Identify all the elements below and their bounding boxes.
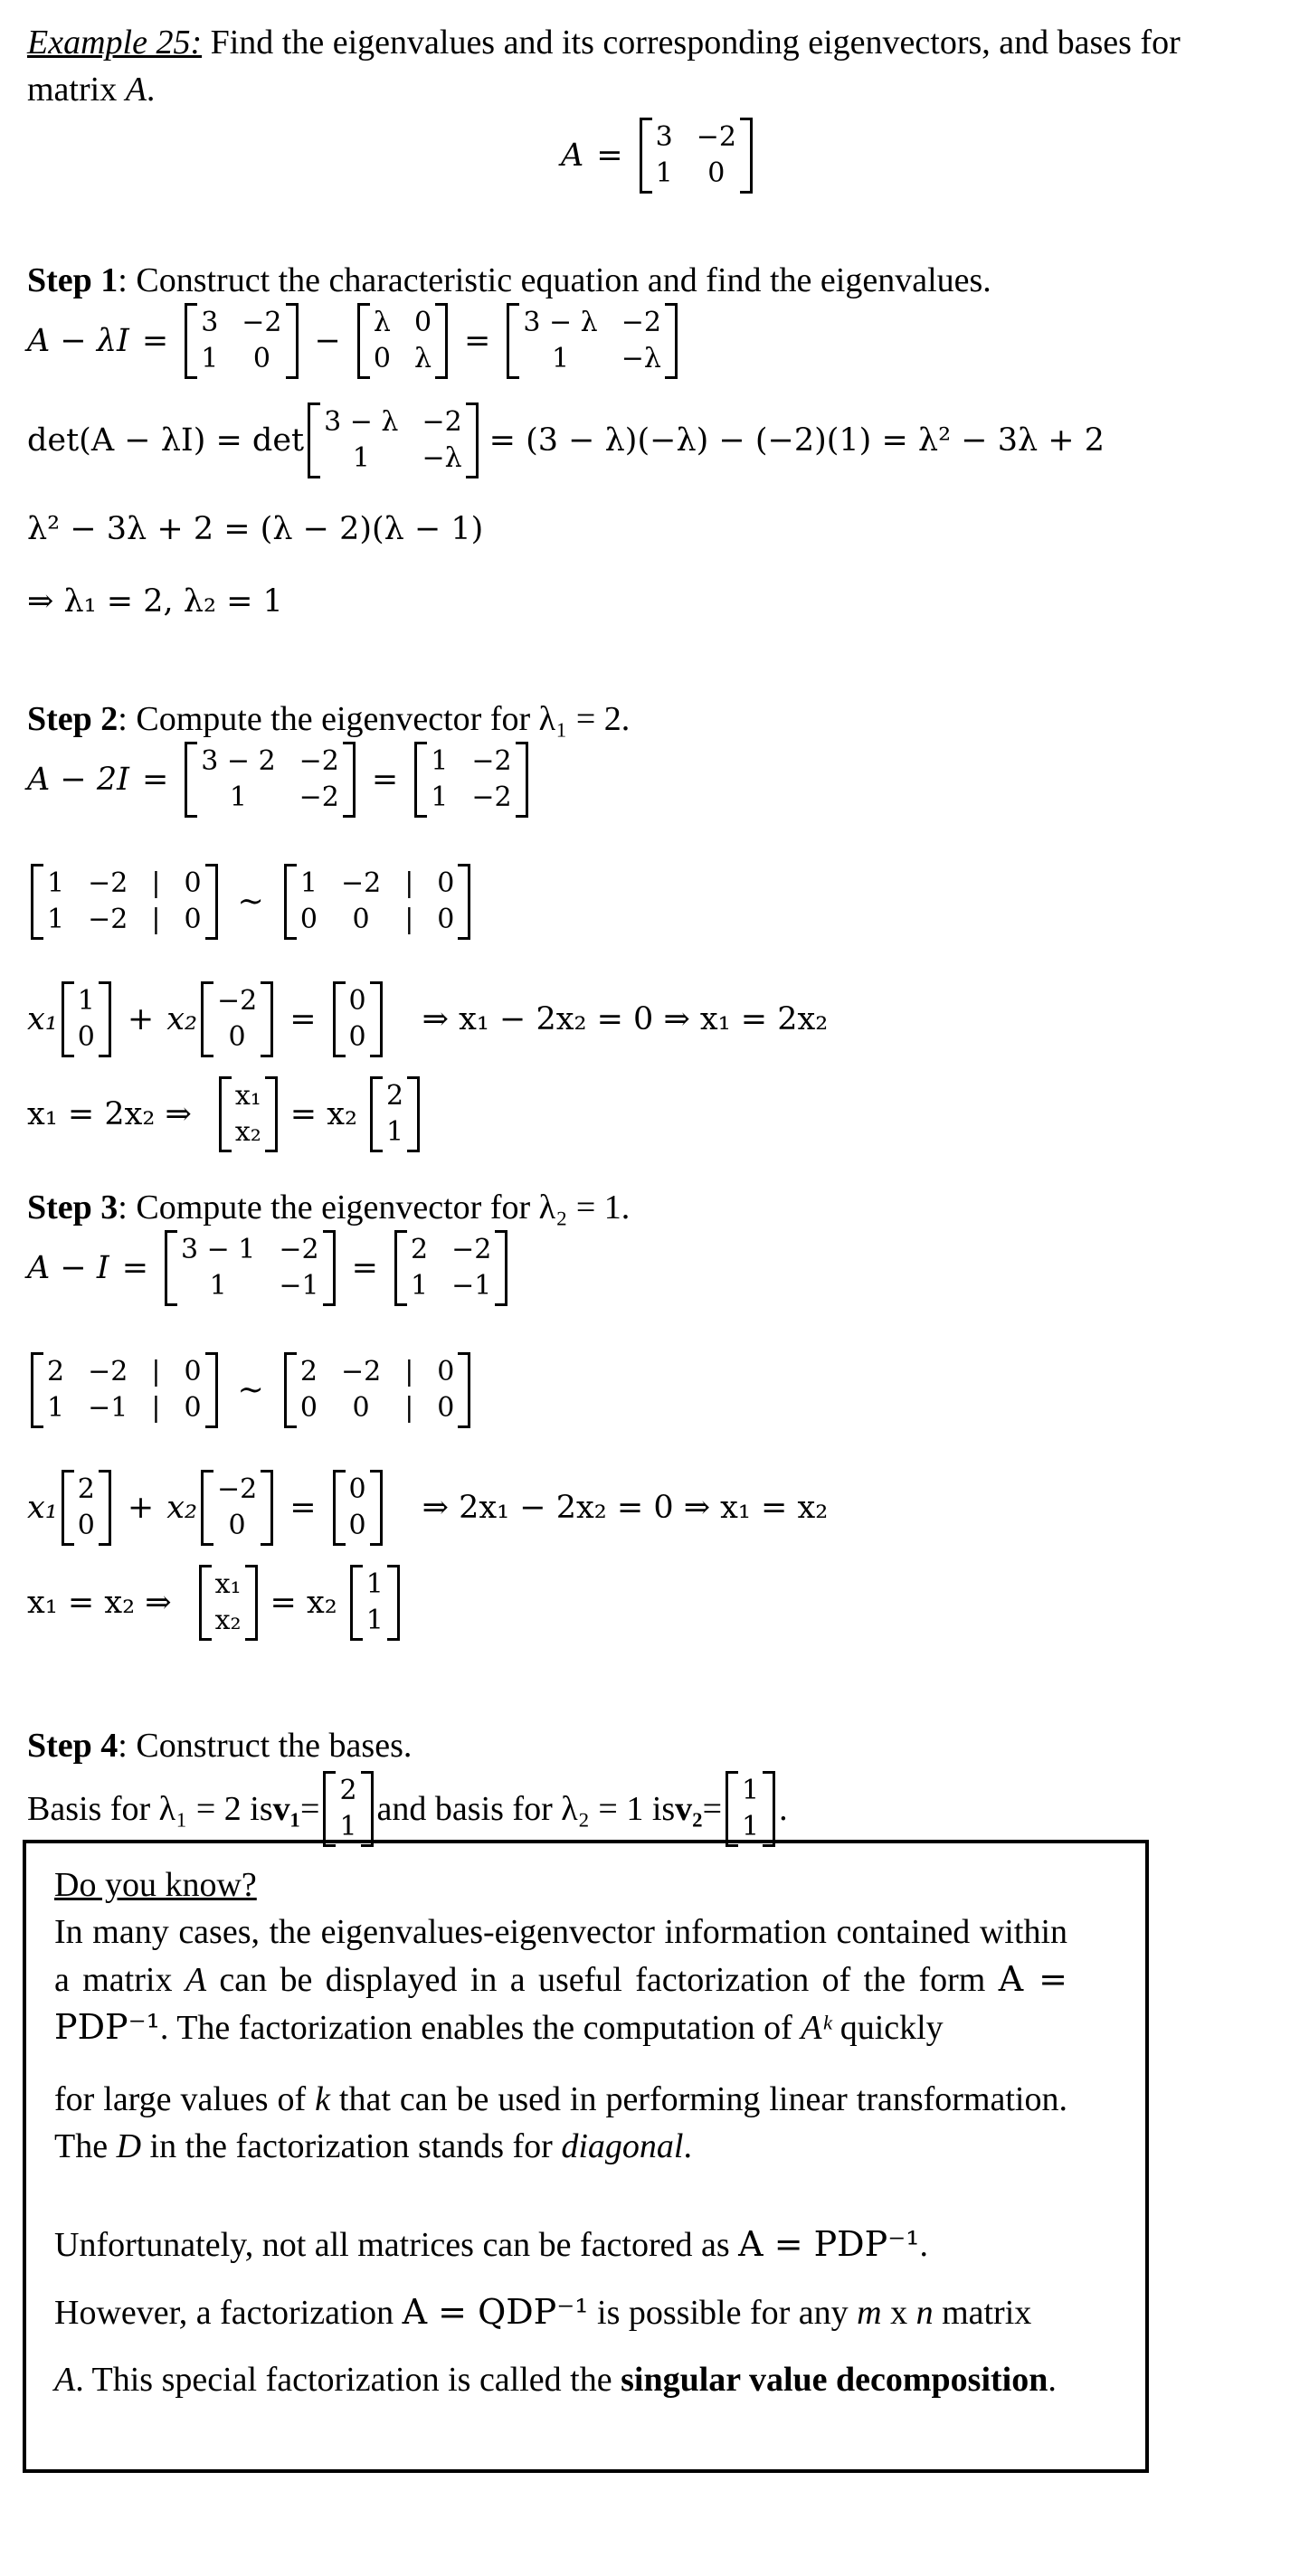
- math-text: |: [151, 904, 161, 935]
- math-text: . The factorization enables the computation of: [159, 2009, 802, 2047]
- matrix-entries: [43, 1352, 205, 1428]
- matrix: [201, 1470, 273, 1546]
- step3-row-reduce: [27, 1352, 474, 1428]
- math-text: −2: [299, 745, 339, 777]
- math-text: 0: [437, 1392, 455, 1424]
- left-bracket: [219, 1076, 232, 1152]
- step1-text: : Construct the characteristic equation and find the eigenvalues.: [118, 261, 991, 299]
- right-bracket: [458, 1352, 470, 1428]
- math-text: 3: [201, 307, 219, 338]
- matrix: [201, 981, 273, 1057]
- step2-row-reduce: [27, 864, 474, 940]
- step3-solution: [27, 1565, 403, 1641]
- math-text: and basis for λ₂ = 1 is: [376, 1790, 676, 1828]
- math-symbol: +: [127, 1490, 155, 1526]
- math-text: n: [915, 2294, 934, 2332]
- right-bracket: [261, 981, 273, 1057]
- right-bracket: [370, 981, 383, 1057]
- left-bracket: [370, 1076, 383, 1152]
- math-text: = x₂: [289, 1096, 358, 1132]
- math-text: A = PDP⁻¹: [54, 1959, 1067, 2047]
- matrix-entries: [197, 303, 285, 379]
- left-bracket: [284, 864, 297, 940]
- left-bracket: [726, 1771, 738, 1847]
- step1-heading: [27, 258, 991, 303]
- right-bracket: [516, 742, 528, 818]
- matrix-entries: [320, 402, 466, 478]
- math-text: −2: [88, 904, 128, 935]
- math-text: |: [151, 1392, 161, 1424]
- matrix-entries: [43, 864, 205, 940]
- matrix: [370, 1076, 420, 1152]
- math-text: =: [141, 762, 169, 798]
- math-text: |: [404, 1392, 414, 1424]
- example-dot: .: [146, 71, 156, 109]
- example-matrix-eq: [561, 118, 756, 194]
- math-text: 3 − λ: [523, 307, 598, 338]
- matrix: [726, 1771, 775, 1847]
- matrix-entries: [297, 1352, 459, 1428]
- left-bracket: [62, 1470, 74, 1546]
- matrix-entries: [336, 1771, 360, 1847]
- left-bracket: [185, 303, 197, 379]
- matrix: [333, 981, 383, 1057]
- matrix-entries: [177, 1230, 323, 1306]
- math-text: −2: [471, 781, 512, 813]
- left-bracket: [333, 981, 346, 1057]
- math-text: 2: [339, 1775, 357, 1806]
- math-text: −1: [279, 1270, 319, 1302]
- math-text: 2: [77, 1473, 95, 1505]
- math-text: 1: [410, 1270, 429, 1302]
- math-text: 0: [184, 867, 202, 899]
- step4-label: Step 4: [27, 1727, 119, 1765]
- math-text: 3 − 2: [201, 745, 276, 777]
- math-text: x₂: [166, 1001, 197, 1037]
- matrix: [219, 1076, 278, 1152]
- math-text: 0: [437, 904, 455, 935]
- step2-m1: [185, 742, 356, 818]
- math-text: −2: [242, 307, 282, 338]
- matrix-entries: [212, 1565, 245, 1641]
- math-text: 1: [431, 781, 449, 813]
- math-text: x₁: [214, 1568, 242, 1600]
- math-text: . This special factorization is called the: [75, 2361, 621, 2399]
- math-text: −1: [451, 1270, 492, 1302]
- right-bracket: [343, 742, 356, 818]
- math-text: x₁: [234, 1080, 261, 1112]
- math-text: k: [315, 2080, 330, 2118]
- math-text: 0: [184, 904, 202, 935]
- right-bracket: [665, 303, 678, 379]
- math-text: |: [404, 1356, 414, 1387]
- right-bracket: [205, 1352, 218, 1428]
- left-bracket: [394, 1230, 407, 1306]
- math-text: x₂: [166, 1490, 197, 1526]
- math-text: 1: [655, 157, 673, 189]
- math-text: −λ: [422, 442, 462, 474]
- math-text: for large values of: [54, 2080, 316, 2118]
- math-text: |: [404, 867, 414, 899]
- det-lhs: det(A − λI) = det: [27, 422, 305, 459]
- math-text: ⇒ 2x₁ − 2x₂ = 0 ⇒ x₁ = x₂: [422, 1490, 829, 1526]
- right-bracket: [99, 981, 111, 1057]
- matrix-entries: [197, 742, 343, 818]
- math-text: 1: [365, 1605, 384, 1636]
- step2-label: Step 2: [27, 700, 119, 738]
- note-paragraph-5: [54, 2356, 1067, 2403]
- det-matrix: [308, 402, 479, 478]
- math-text: −2: [451, 1234, 492, 1265]
- math-text: 1: [365, 1568, 384, 1600]
- left-bracket: [414, 742, 427, 818]
- right-bracket: [435, 303, 448, 379]
- step2-matrix-eq: [27, 742, 532, 818]
- math-text: 1: [299, 867, 318, 899]
- matrix: [62, 1470, 111, 1546]
- step1-det: [27, 402, 1105, 478]
- left-bracket: [357, 303, 370, 379]
- step1-factor: λ² − 3λ + 2 = (λ − 2)(λ − 1): [27, 511, 484, 547]
- math-text: x₂: [234, 1116, 261, 1148]
- math-text: =: [121, 1250, 149, 1286]
- math-text: .: [1048, 2361, 1057, 2399]
- matrix-entries: [346, 981, 370, 1057]
- right-bracket: [205, 864, 218, 940]
- left-bracket: [323, 1771, 336, 1847]
- math-text: 1: [431, 745, 449, 777]
- math-text: 0: [77, 1510, 95, 1541]
- math-text: v₂: [675, 1790, 703, 1828]
- matrix-entries: [383, 1076, 407, 1152]
- left-bracket: [185, 742, 197, 818]
- right-bracket: [261, 1470, 273, 1546]
- matrix-A: [640, 118, 753, 194]
- matrix: [284, 1352, 471, 1428]
- left-bracket: [284, 1352, 297, 1428]
- math-text: matrix: [933, 2294, 1032, 2332]
- math-text: .: [683, 2127, 692, 2165]
- math-text: −2: [696, 121, 736, 153]
- math-text: 1: [551, 343, 570, 374]
- left-bracket: [165, 1230, 177, 1306]
- math-text: −2: [88, 1356, 128, 1387]
- math-text: v₁: [272, 1790, 301, 1828]
- math-text: ~: [237, 1372, 264, 1408]
- math-text: .: [779, 1790, 788, 1828]
- example-var: A: [125, 71, 147, 109]
- math-text: In many cases, the eigenvalues-eigenvector information contained within a matrix: [54, 1913, 1067, 1999]
- matrix-entries: [363, 1565, 387, 1641]
- step2-aug1: [31, 864, 218, 940]
- matrix: [31, 1352, 218, 1428]
- left-bracket: [507, 303, 519, 379]
- math-text: 1: [47, 904, 65, 935]
- math-text: 2: [386, 1080, 404, 1112]
- math-text: −2: [340, 1356, 382, 1387]
- matrix-entries: [346, 1470, 370, 1546]
- right-bracket: [99, 1470, 111, 1546]
- math-text: A: [185, 1961, 207, 1999]
- matrix-entries: [370, 303, 435, 379]
- math-text: m: [857, 2294, 882, 2332]
- step2-solution: [27, 1076, 423, 1152]
- math-text: singular value decomposition: [621, 2361, 1048, 2399]
- step1-lhs: A − λI: [27, 323, 129, 359]
- step3-heading: [27, 1185, 630, 1230]
- step3-text: : Compute the eigenvector for λ₂ = 1.: [118, 1189, 631, 1226]
- math-text: 1: [209, 1270, 227, 1302]
- step3-vector-eq: [27, 1470, 828, 1546]
- math-symbol: +: [127, 1001, 155, 1037]
- math-text: 1: [229, 781, 248, 813]
- matrix-entries: [74, 981, 99, 1057]
- math-text: 0: [437, 1356, 455, 1387]
- math-text: 0: [707, 157, 726, 189]
- step2-text: : Compute the eigenvector for λ₁ = 2.: [118, 700, 631, 738]
- matrix-entries: [519, 303, 665, 379]
- right-bracket: [387, 1565, 400, 1641]
- math-text: = x₂: [270, 1585, 337, 1621]
- matrix: [350, 1565, 400, 1641]
- step3-matrix-eq: [27, 1230, 511, 1306]
- math-text: x₁: [27, 1001, 58, 1037]
- math-text: =: [702, 1790, 723, 1828]
- math-text: However, a factorization: [54, 2294, 403, 2332]
- left-bracket: [31, 1352, 43, 1428]
- note-paragraph-3: [54, 2221, 1067, 2268]
- math-text: quickly: [831, 2009, 944, 2047]
- math-text: that can be used in performing linear transformation. The: [54, 2080, 1067, 2165]
- left-bracket: [640, 118, 652, 194]
- math-text: 0: [348, 1021, 366, 1053]
- note-paragraph-4: [54, 2288, 1067, 2336]
- step2-aug2: [284, 864, 471, 940]
- left-bracket: [308, 402, 320, 478]
- math-text: −2: [471, 745, 512, 777]
- math-text: .: [919, 2226, 929, 2264]
- math-text: −2: [216, 1473, 258, 1505]
- math-text: 0: [184, 1356, 202, 1387]
- math-text: −2: [216, 985, 258, 1017]
- math-text: x: [881, 2294, 916, 2332]
- math-text: −1: [88, 1392, 128, 1424]
- left-bracket: [201, 1470, 213, 1546]
- matrix-entries: [232, 1076, 265, 1152]
- math-text: 0: [348, 985, 366, 1017]
- left-bracket: [62, 981, 74, 1057]
- math-text: A = QDP⁻¹: [402, 2292, 589, 2332]
- example-heading-cont: [27, 67, 155, 112]
- math-text: 1: [77, 985, 95, 1017]
- left-bracket: [201, 981, 213, 1057]
- math-text: −2: [621, 307, 661, 338]
- example-text: Find the eigenvalues and its corresponding eigenvectors, and bases for: [202, 24, 1181, 62]
- math-text: A − I: [27, 1250, 109, 1286]
- math-text: 1: [47, 1392, 65, 1424]
- math-text: 1: [386, 1116, 404, 1148]
- math-text: x₁: [27, 1490, 58, 1526]
- right-bracket: [361, 1771, 374, 1847]
- right-bracket: [763, 1771, 775, 1847]
- math-text: 2: [47, 1356, 65, 1387]
- math-text: Unfortunately, not all matrices can be factored as: [54, 2226, 739, 2264]
- step2-m2: [414, 742, 527, 818]
- matrix-entries: [74, 1470, 99, 1546]
- math-text: 1: [742, 1775, 760, 1806]
- math-text: 0: [413, 307, 432, 338]
- right-bracket: [740, 118, 753, 194]
- matrix-entries: [213, 1470, 261, 1546]
- math-text: 0: [352, 1392, 370, 1424]
- math-text: diagonal: [561, 2127, 684, 2165]
- math-text: 1: [742, 1811, 760, 1842]
- math-text: =: [289, 1490, 317, 1526]
- math-text: 0: [352, 904, 370, 935]
- math-text: can be displayed in a useful factorization of the form: [206, 1961, 999, 1999]
- math-text: 1: [339, 1811, 357, 1842]
- example-text2: matrix: [27, 71, 126, 109]
- step4-bases: [27, 1771, 788, 1847]
- math-text: −λ: [621, 343, 661, 374]
- right-bracket: [265, 1076, 278, 1152]
- math-text: λ: [413, 343, 432, 374]
- matrix: [394, 1230, 507, 1306]
- matrix-entries: [297, 864, 459, 940]
- math-text: =: [289, 1001, 317, 1037]
- math-text: 2: [410, 1234, 429, 1265]
- left-bracket: [199, 1565, 212, 1641]
- math-text: x₁ = x₂ ⇒: [27, 1585, 172, 1621]
- left-bracket: [333, 1470, 346, 1546]
- matrix-name: A: [561, 137, 584, 174]
- right-bracket: [323, 1230, 336, 1306]
- right-bracket: [370, 1470, 383, 1546]
- math-text: −: [314, 323, 341, 359]
- step2-implies: ⇒ x₁ − 2x₂ = 0 ⇒ x₁ = 2x₂: [422, 1001, 829, 1037]
- math-text: A: [54, 2361, 76, 2399]
- math-text: 0: [77, 1021, 95, 1053]
- math-text: 1: [201, 343, 219, 374]
- math-text: A − 2I: [27, 762, 129, 798]
- math-text: in the factorization stands for: [141, 2127, 562, 2165]
- matrix: [62, 981, 111, 1057]
- step1-roots: ⇒ λ₁ = 2, λ₂ = 1: [27, 583, 283, 620]
- math-text: |: [404, 904, 414, 935]
- left-bracket: [350, 1565, 363, 1641]
- math-text: 0: [228, 1021, 246, 1053]
- step4-text: : Construct the bases.: [118, 1727, 413, 1765]
- right-bracket: [245, 1565, 258, 1641]
- math-text: 0: [228, 1510, 246, 1541]
- math-text: x₁ = 2x₂ ⇒: [27, 1096, 192, 1132]
- math-text: 3: [655, 121, 673, 153]
- step4-heading: [27, 1723, 412, 1768]
- math-text: 0: [184, 1392, 202, 1424]
- math-text: 0: [299, 904, 318, 935]
- math-text: 3 − 1: [181, 1234, 256, 1265]
- right-bracket: [407, 1076, 420, 1152]
- math-text: ~: [237, 884, 264, 920]
- math-text: −2: [279, 1234, 319, 1265]
- det-rhs: = (3 − λ)(−λ) − (−2)(1) = λ² − 3λ + 2: [488, 422, 1105, 459]
- math-text: −2: [299, 781, 339, 813]
- math-text: =: [351, 1250, 378, 1286]
- math-text: λ: [373, 307, 391, 338]
- math-text: 0: [299, 1392, 318, 1424]
- matrix: [323, 1771, 373, 1847]
- example-heading: [27, 20, 1181, 65]
- step2-heading: [27, 696, 630, 742]
- math-text: −2: [88, 867, 128, 899]
- math-text: 0: [348, 1510, 366, 1541]
- math-text: |: [151, 867, 161, 899]
- example-label: Example 25:: [27, 24, 203, 62]
- eq-sign: =: [596, 137, 623, 174]
- math-text: D: [116, 2127, 142, 2165]
- note-paragraph-1: [54, 1908, 1067, 2051]
- step1-m2: [357, 303, 448, 379]
- matrix: [165, 1230, 336, 1306]
- matrix: [199, 1565, 258, 1641]
- matrix: [333, 1470, 383, 1546]
- matrix-entries: [652, 118, 740, 194]
- math-text: Basis for λ₁ = 2 is: [27, 1790, 273, 1828]
- step2-vector-eq: [27, 981, 828, 1057]
- step1-m3: [507, 303, 678, 379]
- math-text: =: [300, 1790, 320, 1828]
- right-bracket: [466, 402, 479, 478]
- math-text: A = PDP⁻¹: [738, 2224, 920, 2264]
- math-text: x₂: [214, 1605, 242, 1636]
- step3-label: Step 3: [27, 1189, 119, 1226]
- math-text: Aᵏ: [801, 2009, 832, 2047]
- step1-label: Step 1: [27, 261, 119, 299]
- step1-m1: [185, 303, 298, 379]
- math-text: 0: [252, 343, 270, 374]
- math-text: |: [151, 1356, 161, 1387]
- left-bracket: [31, 864, 43, 940]
- matrix-entries: [427, 742, 515, 818]
- note-title: Do you know?: [54, 1866, 257, 1904]
- matrix-entries: [738, 1771, 763, 1847]
- right-bracket: [458, 864, 470, 940]
- matrix-entries: [407, 1230, 495, 1306]
- step1-matrix-eq: [27, 303, 681, 379]
- math-text: 1: [47, 867, 65, 899]
- note-paragraph-2: [54, 2076, 1067, 2170]
- math-text: =: [464, 323, 491, 359]
- math-text: 0: [348, 1473, 366, 1505]
- math-text: 2: [299, 1356, 318, 1387]
- math-text: 3 − λ: [324, 406, 399, 438]
- matrix-entries: [213, 981, 261, 1057]
- math-text: 0: [437, 867, 455, 899]
- math-text: −2: [340, 867, 382, 899]
- math-text: −2: [422, 406, 462, 438]
- math-text: is possible for any: [588, 2294, 858, 2332]
- math-text: =: [371, 762, 399, 798]
- math-text: 1: [352, 442, 370, 474]
- math-text: 0: [373, 343, 391, 374]
- right-bracket: [495, 1230, 507, 1306]
- right-bracket: [286, 303, 299, 379]
- math-text: =: [141, 323, 169, 359]
